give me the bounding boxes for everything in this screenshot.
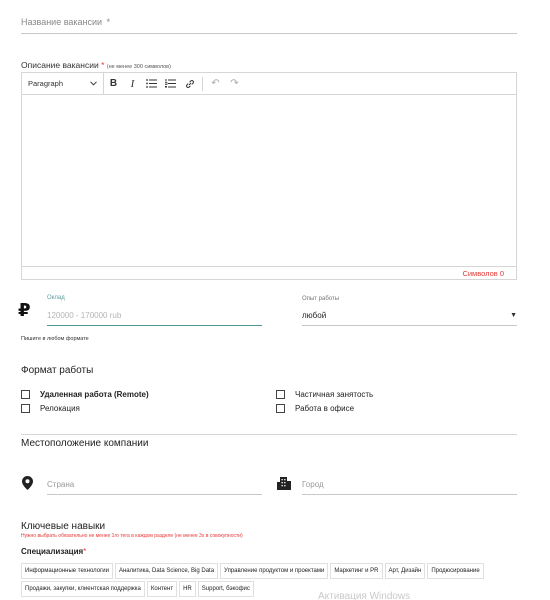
specialization-tags-row-2 [21, 581, 254, 597]
specialization-required-mark: * [83, 547, 87, 556]
ruble-icon: ₽ [18, 300, 31, 320]
undo-button[interactable]: ↶ [211, 78, 220, 89]
paragraph-style-select[interactable] [22, 73, 104, 95]
checkbox-box[interactable] [21, 390, 30, 399]
skills-hint: Нужно выбрать обязательно не менее 1го тега в каждом разделе (не менее 3х в совокупности) [21, 533, 243, 539]
skills-title: Ключевые навыки [21, 521, 106, 532]
checkbox-box[interactable] [276, 390, 285, 399]
checkbox-office[interactable] [276, 404, 354, 413]
tag-chip[interactable]: Аналитика, Data Science, Big Data [115, 563, 218, 579]
tag-chip[interactable]: Support, бэкофис [198, 581, 254, 597]
tag-chip[interactable]: Маркетинг и PR [330, 563, 382, 579]
checkbox-relocation[interactable] [21, 404, 80, 413]
description-required-mark: * [101, 60, 105, 70]
checkbox-label: Частичная занятость [295, 390, 374, 399]
tag-chip[interactable]: Управление продуктом и проектами [220, 563, 328, 579]
salary-input[interactable] [47, 306, 262, 326]
tag-chip[interactable]: Арт, Дизайн [385, 563, 426, 579]
rich-text-editor [21, 72, 517, 280]
numbered-list-button[interactable] [161, 73, 180, 95]
city-building-icon [277, 477, 291, 495]
tag-chip[interactable]: HR [179, 581, 196, 597]
tag-chip[interactable]: Продюсирование [427, 563, 483, 579]
bullet-list-button[interactable] [142, 73, 161, 95]
link-button[interactable] [180, 73, 199, 95]
city-input[interactable] [302, 475, 517, 495]
section-divider [21, 434, 517, 435]
country-input[interactable] [47, 475, 262, 495]
checkbox-box[interactable] [276, 404, 285, 413]
caret-down-icon: ▼ [510, 312, 517, 319]
experience-select[interactable] [302, 306, 517, 326]
checkbox-part-time[interactable] [276, 390, 373, 399]
checkbox-box[interactable] [21, 404, 30, 413]
redo-button[interactable]: ↷ [230, 78, 239, 89]
experience-label: Опыт работы [302, 296, 340, 302]
character-counter: Символов 0 [462, 269, 504, 278]
tag-chip[interactable]: Продажи, закупки, клиентская поддержка [21, 581, 145, 597]
city-placeholder: Город [302, 480, 324, 489]
job-title-required-mark: * [106, 17, 111, 27]
job-title-field[interactable] [21, 12, 517, 34]
description-hint: (не менее 300 символов) [106, 64, 171, 70]
salary-hint: Пишите в любом формате [21, 336, 89, 342]
specialization-tags-row-1 [21, 563, 484, 579]
specialization-label: Специализация [21, 547, 84, 556]
editor-toolbar [22, 73, 516, 95]
bullet-list-icon [146, 79, 157, 88]
numbered-list-icon [165, 79, 176, 88]
tag-chip[interactable]: Контент [147, 581, 177, 597]
toolbar-divider [202, 77, 203, 91]
bold-button[interactable]: B [109, 78, 118, 89]
chevron-down-icon [90, 79, 97, 88]
description-textarea[interactable] [22, 95, 516, 267]
experience-value: любой [302, 311, 327, 320]
checkbox-label: Релокация [40, 404, 80, 413]
windows-activation-watermark: Активация Windows [318, 591, 411, 600]
link-icon [185, 79, 195, 89]
checkbox-label: Удаленная работа (Remote) [40, 390, 149, 399]
italic-button[interactable]: I [130, 77, 135, 90]
description-label-row [21, 60, 171, 70]
paragraph-style-value: Paragraph [28, 79, 64, 88]
job-title-label: Название вакансии [21, 17, 103, 27]
specialization-label-row [21, 547, 86, 556]
location-title: Местоположение компании [21, 438, 149, 449]
tag-chip[interactable]: Информационные технологии [21, 563, 113, 579]
location-pin-icon [22, 476, 33, 495]
work-format-title: Формат работы [21, 365, 94, 376]
country-placeholder: Страна [47, 480, 75, 489]
checkbox-remote[interactable] [21, 390, 149, 399]
description-label: Описание вакансии [21, 60, 99, 70]
salary-label: Оклад [47, 295, 65, 301]
checkbox-label: Работа в офисе [295, 404, 355, 413]
